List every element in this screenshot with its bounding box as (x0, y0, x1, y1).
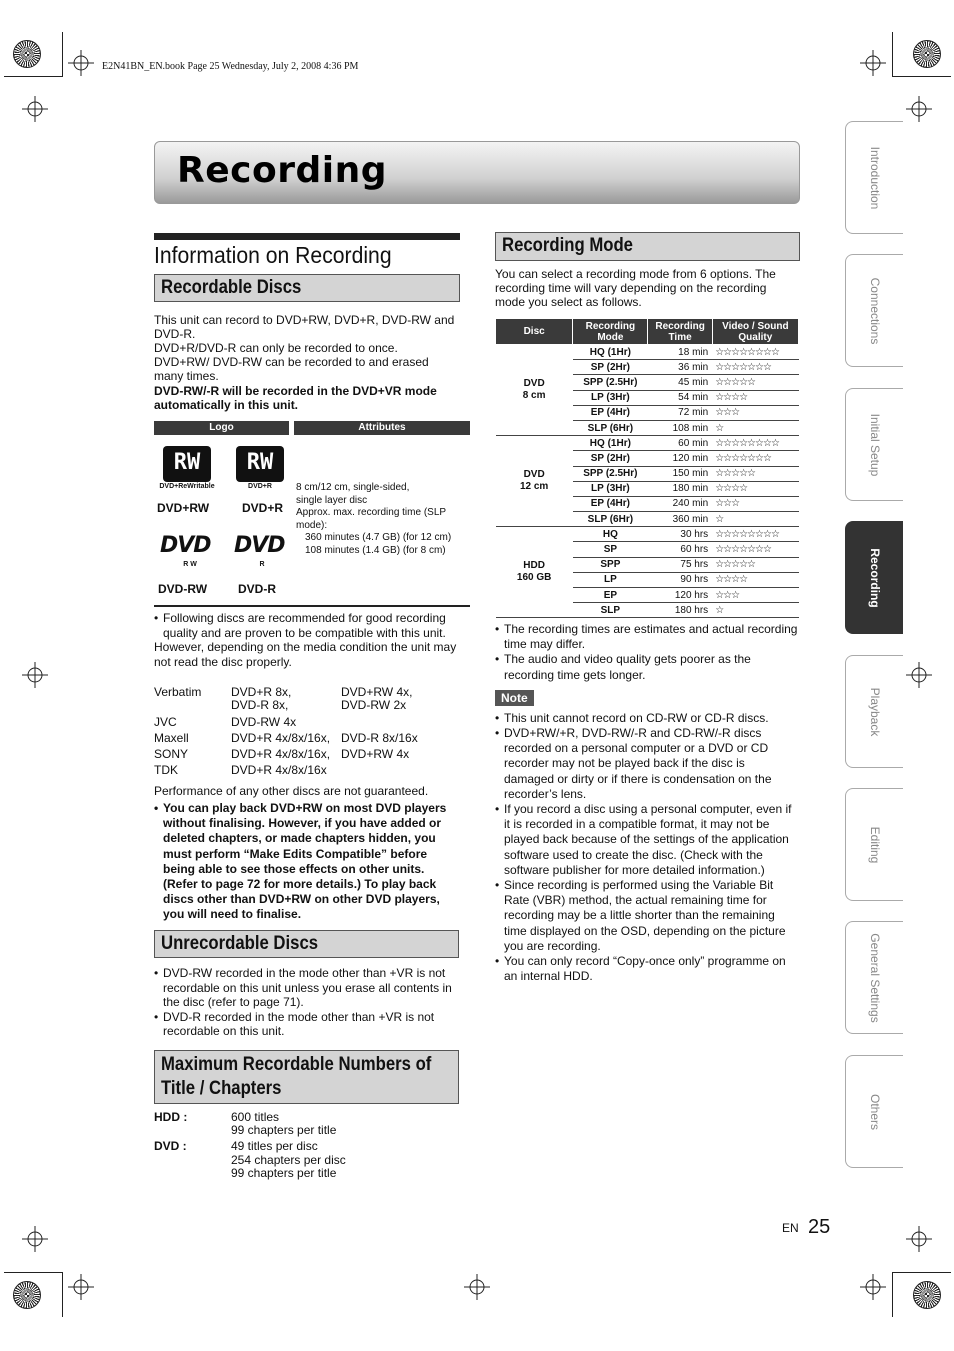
quality-stars: ☆☆☆☆☆☆☆ (712, 451, 798, 466)
intro-text: DVD+R/DVD-R can only be recorded to once. (154, 341, 398, 355)
crop-mark (62, 32, 63, 77)
attr-line: 8 cm/12 cm, single-sided, (296, 482, 410, 493)
max-label: DVD : (154, 1139, 187, 1154)
registration-rosette (13, 40, 41, 68)
recording-bullet: • The recording times are estimates and actual recording time may differ. (495, 622, 798, 652)
table-row (496, 527, 799, 542)
quality-stars: ☆☆☆ (712, 405, 798, 420)
brand-name: TDK (154, 763, 178, 777)
rw-logo: RW (236, 446, 284, 482)
left-column (154, 233, 460, 302)
crosshair-icon (906, 96, 932, 122)
brand-name: JVC (154, 715, 177, 729)
brand-disc: DVD+R 8x, DVD-R 8x, (231, 685, 292, 712)
time-cell: 150 min (648, 466, 712, 481)
recording-mode-notes (495, 622, 798, 984)
intro-bold-text: DVD-RW/-R will be recorded in the DVD+VR mode automatically in this unit. (154, 384, 437, 412)
brand-disc: DVD+RW 4x, DVD-RW 2x (341, 685, 413, 712)
brand-table (154, 686, 464, 780)
table-row (496, 345, 799, 360)
brand-disc: DVD+R 4x/8x/16x (231, 763, 327, 777)
col-disc: Disc (496, 319, 573, 345)
mode-cell: SPP (573, 557, 648, 572)
mode-cell: SLP (6Hr) (573, 420, 648, 435)
quality-stars: ☆ (712, 512, 798, 527)
max-label: HDD : (154, 1110, 188, 1124)
brand-row (154, 748, 464, 764)
tab-introduction[interactable]: Introduction (845, 121, 903, 234)
brand-row (154, 732, 464, 748)
crosshair-icon (906, 1226, 932, 1252)
max-value: 99 chapters per title (231, 1123, 337, 1138)
tab-others[interactable]: Others (845, 1055, 903, 1168)
recommend-bullet: • Following discs are recommended for good recording quality and are proven to be compatible with this unit. (154, 611, 460, 640)
col-mode: Recording Mode (573, 319, 648, 345)
unrecordable-bullet: • DVD-R recorded in the mode other than +VR is not recordable on this unit. (154, 1010, 460, 1039)
crosshair-icon (68, 50, 94, 76)
dvd-logo-sub: R (259, 561, 265, 568)
brand-row (154, 764, 464, 780)
crop-mark (892, 32, 893, 77)
crop-mark (892, 1272, 893, 1317)
disc-cell: HDD 160 GB (496, 527, 573, 618)
crosshair-icon (906, 662, 932, 688)
mode-cell: SP (573, 542, 648, 557)
disc-cell: DVD 8 cm (496, 345, 573, 436)
tab-recording[interactable]: Recording (845, 521, 903, 634)
intro-text: This unit can record to DVD+RW, DVD+R, DVD-RW and DVD-R. (154, 313, 455, 341)
quality-stars: ☆☆☆☆ (712, 481, 798, 496)
col-quality: Video / Sound Quality (712, 319, 798, 345)
quality-stars: ☆☆☆☆ (712, 572, 798, 587)
registration-rosette (13, 1281, 41, 1309)
max-row-dvd (154, 1140, 460, 1180)
quality-stars: ☆☆☆☆☆ (712, 557, 798, 572)
performance-note: Performance of any other discs are not guaranteed. (154, 784, 429, 798)
disc-label: DVD+RW (157, 501, 210, 515)
finalise-bullet: • You can play back DVD+RW on most DVD players without finalising. However, if you have added or deleted chapters, or made chapters hidden, you must perform “Make Edits Compatible” before being able to see those effects on other units. (Refer to page 72 for more details.) To play back discs other than DVD+RW on other DVD players, you will need to finalise. (154, 801, 460, 923)
recommend-section (154, 611, 460, 669)
attr-line: 108 minutes (1.4 GB) (for 8 cm) (305, 544, 446, 556)
quality-stars: ☆☆☆ (712, 496, 798, 511)
recording-mode-table-wrap (495, 318, 799, 618)
quality-stars: ☆☆☆☆☆ (712, 466, 798, 481)
recordable-intro (154, 313, 460, 412)
note-bullet: • If you record a disc using a personal computer, even if it is recorded in a compatible format, it may not be played back because of the settings of the application software used to create the disc. (Check with the software publisher for more detailed information.) (495, 802, 798, 878)
dvd-logo: DVD (160, 533, 211, 558)
mode-cell: HQ (1Hr) (573, 345, 648, 360)
footer-lang: EN (782, 1221, 799, 1235)
brand-disc: DVD-R 8x/16x (341, 731, 418, 745)
title-banner (154, 141, 800, 204)
col-time: Recording Time (648, 319, 712, 345)
disc-label: DVD+R (242, 501, 284, 515)
crosshair-icon (22, 662, 48, 688)
time-cell: 45 min (648, 375, 712, 390)
brand-row (154, 716, 464, 732)
brand-disc: DVD+RW 4x (341, 747, 410, 761)
mode-cell: HQ (573, 527, 648, 542)
time-cell: 30 hrs (648, 527, 712, 542)
quality-stars: ☆☆☆☆☆☆☆ (712, 360, 798, 375)
attr-line: Approx. max. recording time (SLP mode): (296, 507, 446, 531)
tab-initial-setup[interactable]: Initial Setup (845, 388, 903, 501)
quality-stars: ☆☆☆☆☆☆☆ (712, 542, 798, 557)
mode-cell: SP (2Hr) (573, 451, 648, 466)
crop-mark (4, 76, 62, 77)
brand-row (154, 686, 464, 716)
brand-disc: DVD+R 4x/8x/16x, (231, 747, 331, 761)
attributes-header: Attributes (294, 421, 470, 435)
time-cell: 120 min (648, 451, 712, 466)
time-cell: 72 min (648, 405, 712, 420)
tab-editing[interactable]: Editing (845, 788, 903, 901)
dvd-logo: DVD (234, 533, 285, 558)
crosshair-icon (860, 1274, 886, 1300)
mode-cell: SP (2Hr) (573, 360, 648, 375)
mode-cell: SPP (2.5Hr) (573, 466, 648, 481)
brand-disc: DVD+R 4x/8x/16x, (231, 731, 331, 745)
unrecordable-list (154, 966, 460, 1039)
mode-cell: SLP (573, 603, 648, 618)
rw-logo: RW (163, 446, 211, 482)
mode-cell: LP (573, 572, 648, 587)
max-row-hdd (154, 1111, 460, 1137)
section-bar (154, 233, 460, 240)
rw-logo-caption: DVD+ReWritable (159, 483, 215, 490)
mode-cell: HQ (1Hr) (573, 436, 648, 451)
quality-stars: ☆☆☆☆☆ (712, 375, 798, 390)
dvd-logo-sub: R W (183, 561, 197, 568)
max-value: 99 chapters per title (231, 1165, 337, 1180)
table-body (496, 345, 799, 618)
crosshair-icon (22, 1226, 48, 1252)
quality-stars: ☆☆☆☆☆☆☆☆ (712, 436, 798, 451)
quality-stars: ☆☆☆ (712, 588, 798, 603)
crop-mark (893, 1272, 951, 1273)
tab-general-settings[interactable]: General Settings (845, 921, 903, 1034)
unrecordable-bullet: • DVD-RW recorded in the mode other than +VR is not recordable on this unit unless you erase all contents in the disc (refer to page 71). (154, 966, 460, 1010)
recordable-heading: Recordable Discs (154, 274, 460, 302)
time-cell: 75 hrs (648, 557, 712, 572)
time-cell: 120 hrs (648, 588, 712, 603)
attr-line: single layer disc (296, 494, 368, 506)
logo-header: Logo (154, 421, 289, 435)
time-cell: 36 min (648, 360, 712, 375)
page-title: Recording (177, 150, 387, 191)
registration-rosette (913, 1281, 941, 1309)
table-divider (154, 605, 470, 607)
note-bullet: • This unit cannot record on CD-RW or CD-R discs. (495, 711, 798, 726)
recording-mode-table (495, 318, 799, 618)
recording-mode-heading: Recording Mode (495, 232, 800, 261)
crosshair-icon (68, 1274, 94, 1300)
quality-stars: ☆☆☆☆☆☆☆☆ (712, 527, 798, 542)
time-cell: 360 min (648, 512, 712, 527)
disc-label: DVD-RW (158, 582, 208, 596)
time-cell: 60 min (648, 436, 712, 451)
page-number: 25 (808, 1216, 831, 1238)
mode-cell: LP (3Hr) (573, 481, 648, 496)
mode-cell: EP (573, 588, 648, 603)
max-numbers-list (154, 1111, 460, 1180)
crop-mark (62, 1272, 63, 1317)
time-cell: 18 min (648, 345, 712, 360)
crop-mark (4, 1272, 62, 1273)
finalise-section (154, 801, 460, 923)
info-heading: Information on Recording (154, 242, 392, 268)
recommend-note: However, depending on the media condition the unit may not read the disc properly. (154, 640, 457, 669)
time-cell: 240 min (648, 496, 712, 511)
max-value: 49 titles per disc (231, 1139, 318, 1154)
attributes-text (296, 482, 472, 557)
mode-cell: EP (4Hr) (573, 496, 648, 511)
crosshair-icon (22, 96, 48, 122)
quality-stars: ☆☆☆☆ (712, 390, 798, 405)
time-cell: 180 min (648, 481, 712, 496)
intro-text: DVD+RW/ DVD-RW can be recorded to and erased many times. (154, 355, 429, 383)
quality-stars: ☆ (712, 603, 798, 618)
disc-cell: DVD 12 cm (496, 436, 573, 527)
mode-cell: SPP (2.5Hr) (573, 375, 648, 390)
brand-name: Verbatim (154, 685, 202, 699)
table-row (496, 436, 799, 451)
note-bullet: • Since recording is performed using the Variable Bit Rate (VBR) method, the actual remaining time for recording may be a little shorter than the remaining time displayed on the OSD, depending on the picture you are recording. (495, 878, 798, 954)
brand-disc: DVD-RW 4x (231, 715, 297, 729)
crosshair-icon (464, 1274, 490, 1300)
recording-mode-intro: You can select a recording mode from 6 options. The recording time will vary depending on the recording mode you select as follows. (495, 267, 776, 309)
recording-bullet: • The audio and video quality gets poorer as the recording time gets longer. (495, 652, 798, 682)
max-value: 254 chapters per disc (231, 1152, 346, 1167)
attr-line: 360 minutes (4.7 GB) (for 12 cm) (305, 532, 452, 543)
crop-mark (893, 76, 951, 77)
tab-connections[interactable]: Connections (845, 254, 903, 367)
rw-logo-caption: DVD+R (248, 483, 272, 490)
disc-label: DVD-R (238, 582, 276, 596)
crosshair-icon (860, 50, 886, 76)
time-cell: 60 hrs (648, 542, 712, 557)
time-cell: 108 min (648, 420, 712, 435)
registration-rosette (913, 40, 941, 68)
mode-cell: SLP (6Hr) (573, 512, 648, 527)
mode-cell: LP (3Hr) (573, 390, 648, 405)
time-cell: 90 hrs (648, 572, 712, 587)
brand-name: Maxell (154, 731, 189, 745)
max-numbers-heading: Maximum Recordable Numbers of Title / Chapters (154, 1050, 459, 1104)
mode-cell: EP (4Hr) (573, 405, 648, 420)
brand-name: SONY (154, 747, 189, 761)
note-bullet: • DVD+RW/+R, DVD-RW/-R and CD-RW/-R discs recorded on a personal computer or a DVD or CD recorder may not be played back if the disc is damaged or dirty or if there is condensation on the recorder’s lens. (495, 726, 798, 802)
quality-stars: ☆☆☆☆☆☆☆☆ (712, 345, 798, 360)
tab-playback[interactable]: Playback (845, 655, 903, 768)
unrecordable-heading: Unrecordable Discs (154, 930, 459, 958)
time-cell: 180 hrs (648, 603, 712, 618)
note-bullet: • You can only record “Copy-once only” programme on an internal HDD. (495, 954, 798, 984)
note-tag: Note (495, 690, 534, 706)
max-value: 600 titles (231, 1110, 280, 1124)
quality-stars: ☆ (712, 420, 798, 435)
table-header-row (496, 319, 799, 345)
time-cell: 54 min (648, 390, 712, 405)
file-header: E2N41BN_EN.book Page 25 Wednesday, July 2, 2008 4:36 PM (102, 61, 359, 72)
